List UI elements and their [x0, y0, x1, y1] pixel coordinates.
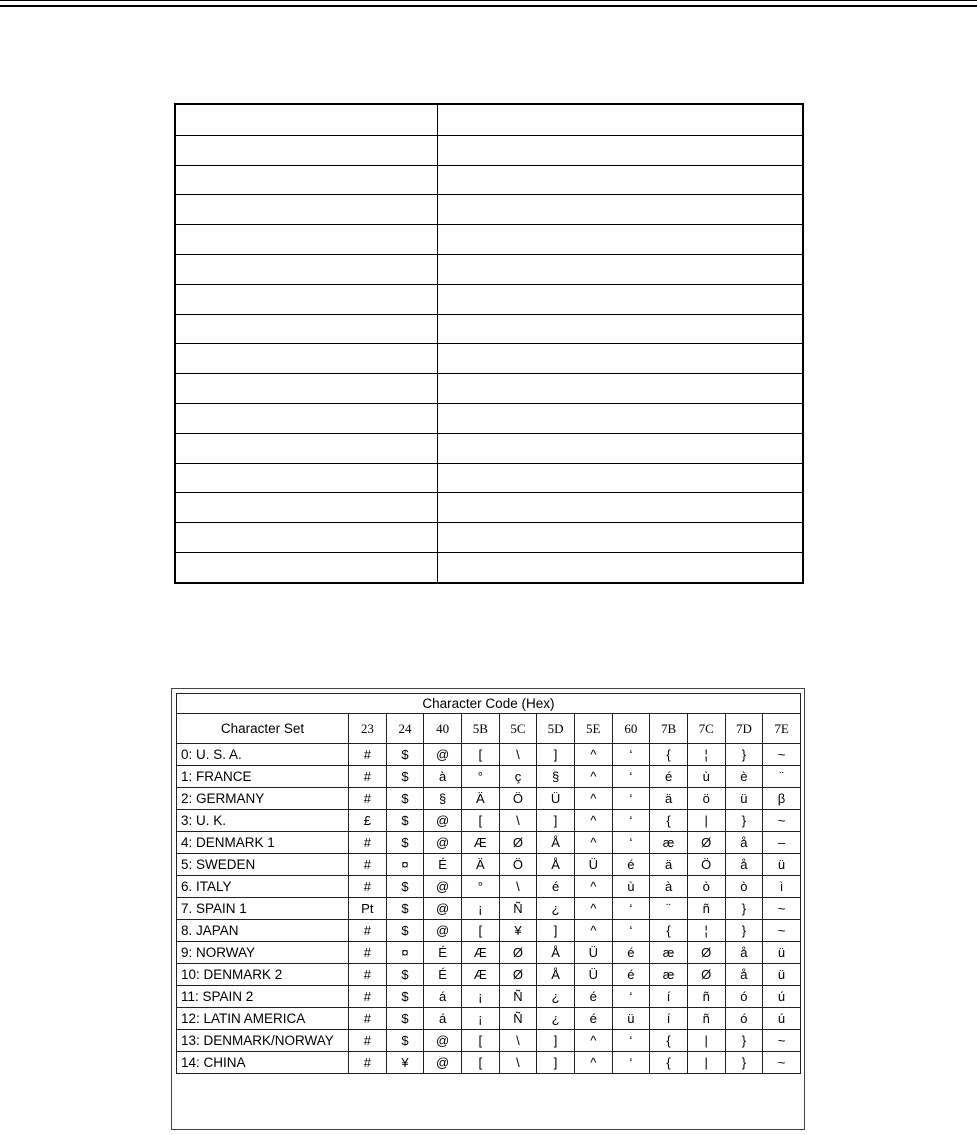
- character-cell: [: [461, 1030, 499, 1052]
- character-set-name: 8. JAPAN: [177, 920, 349, 942]
- character-cell: ‘: [612, 810, 650, 832]
- character-cell: ¥: [499, 920, 537, 942]
- blank-table-row-line: [176, 433, 802, 434]
- character-cell: ~: [763, 810, 801, 832]
- character-cell: í: [650, 986, 688, 1008]
- character-cell: #: [349, 1008, 387, 1030]
- character-cell: ç: [499, 766, 537, 788]
- character-cell: #: [349, 766, 387, 788]
- character-set-name: 12: LATIN AMERICA: [177, 1008, 349, 1030]
- character-cell: ä: [650, 788, 688, 810]
- character-set-name: 7. SPAIN 1: [177, 898, 349, 920]
- character-cell: }: [725, 810, 763, 832]
- character-cell: @: [424, 920, 462, 942]
- character-cell: Æ: [461, 832, 499, 854]
- hex-code-header: 7E: [763, 714, 801, 744]
- character-cell: ‘: [612, 744, 650, 766]
- hex-code-header: 60: [612, 714, 650, 744]
- character-cell: β: [763, 788, 801, 810]
- character-cell: ]: [537, 920, 575, 942]
- table-row: [177, 788, 801, 810]
- character-cell: Ø: [499, 964, 537, 986]
- character-cell: ^: [574, 744, 612, 766]
- table-row: [177, 766, 801, 788]
- character-cell: $: [386, 744, 424, 766]
- character-cell: #: [349, 854, 387, 876]
- character-cell: ]: [537, 810, 575, 832]
- character-set-name: 2: GERMANY: [177, 788, 349, 810]
- character-cell: ì: [763, 876, 801, 898]
- header-rule-left: [0, 0, 130, 1]
- table-row: [177, 964, 801, 986]
- character-cell: é: [612, 942, 650, 964]
- character-cell: ‘: [612, 920, 650, 942]
- table-row: [177, 986, 801, 1008]
- character-cell: Ñ: [499, 1008, 537, 1030]
- character-cell: ‘: [612, 898, 650, 920]
- character-cell: É: [424, 964, 462, 986]
- hex-code-header: 5B: [461, 714, 499, 744]
- character-cell: £: [349, 810, 387, 832]
- hex-code-header: 7D: [725, 714, 763, 744]
- character-cell: {: [650, 744, 688, 766]
- character-cell: ù: [612, 876, 650, 898]
- character-cell: Ö: [499, 788, 537, 810]
- table-title-row: [177, 694, 801, 714]
- character-cell: ü: [763, 942, 801, 964]
- character-cell: ¡: [461, 986, 499, 1008]
- character-cell: ä: [650, 854, 688, 876]
- character-cell: ‘: [612, 832, 650, 854]
- character-cell: Å: [537, 942, 575, 964]
- character-cell: §: [537, 766, 575, 788]
- character-cell: è: [725, 766, 763, 788]
- character-cell: ñ: [687, 898, 725, 920]
- character-cell: ò: [725, 876, 763, 898]
- character-cell: å: [725, 964, 763, 986]
- character-cell: #: [349, 920, 387, 942]
- character-cell: ¿: [537, 898, 575, 920]
- character-cell: å: [725, 832, 763, 854]
- character-cell: ¦: [687, 744, 725, 766]
- character-cell: Å: [537, 854, 575, 876]
- blank-table: [174, 103, 804, 584]
- character-cell: ‘: [612, 1030, 650, 1052]
- character-cell: \: [499, 810, 537, 832]
- character-cell: @: [424, 876, 462, 898]
- character-cell: $: [386, 920, 424, 942]
- blank-table-row-line: [176, 135, 802, 136]
- character-cell: É: [424, 854, 462, 876]
- character-cell: @: [424, 744, 462, 766]
- character-cell: §: [424, 788, 462, 810]
- character-cell: [: [461, 744, 499, 766]
- hex-code-header: 40: [424, 714, 462, 744]
- character-cell: |: [687, 810, 725, 832]
- character-cell: $: [386, 986, 424, 1008]
- table-row: [177, 1052, 801, 1074]
- character-cell: ü: [763, 964, 801, 986]
- hex-code-header: 7B: [650, 714, 688, 744]
- character-cell: $: [386, 788, 424, 810]
- character-cell: Ø: [687, 964, 725, 986]
- character-cell: $: [386, 876, 424, 898]
- character-cell: #: [349, 942, 387, 964]
- character-cell: Pt: [349, 898, 387, 920]
- character-cell: Ö: [687, 854, 725, 876]
- blank-table-row-line: [176, 492, 802, 493]
- character-set-name: 4: DENMARK 1: [177, 832, 349, 854]
- blank-table-row-line: [176, 165, 802, 166]
- header-rule-left-bar: [0, 5, 130, 7]
- character-cell: |: [687, 1030, 725, 1052]
- character-cell: }: [725, 1030, 763, 1052]
- character-cell: ~: [763, 1052, 801, 1074]
- character-cell: #: [349, 744, 387, 766]
- character-cell: Ü: [574, 942, 612, 964]
- table-row: [177, 810, 801, 832]
- character-cell: É: [424, 942, 462, 964]
- character-cell: ¡: [461, 898, 499, 920]
- character-cell: °: [461, 766, 499, 788]
- character-cell: é: [650, 766, 688, 788]
- blank-table-row-line: [176, 284, 802, 285]
- table-row: [177, 876, 801, 898]
- character-cell: ~: [763, 744, 801, 766]
- character-cell: à: [424, 766, 462, 788]
- character-cell: {: [650, 1052, 688, 1074]
- character-cell: $: [386, 810, 424, 832]
- character-cell: {: [650, 920, 688, 942]
- hex-code-header: 23: [349, 714, 387, 744]
- character-cell: ¨: [763, 766, 801, 788]
- character-cell: ^: [574, 898, 612, 920]
- character-cell: #: [349, 1030, 387, 1052]
- table-row: [177, 832, 801, 854]
- blank-table-row-line: [176, 373, 802, 374]
- character-set-name: 0: U. S. A.: [177, 744, 349, 766]
- character-cell: \: [499, 876, 537, 898]
- hex-code-header: 5D: [537, 714, 575, 744]
- blank-table-row-line: [176, 343, 802, 344]
- character-cell: Å: [537, 964, 575, 986]
- character-cell: ¿: [537, 1008, 575, 1030]
- character-cell: ¨: [650, 898, 688, 920]
- character-cell: ‘: [612, 766, 650, 788]
- character-cell: ù: [687, 766, 725, 788]
- blank-table-row-line: [176, 552, 802, 553]
- character-cell: ò: [687, 876, 725, 898]
- character-cell: æ: [650, 942, 688, 964]
- character-cell: Ø: [687, 832, 725, 854]
- character-cell: [: [461, 1052, 499, 1074]
- character-cell: ü: [763, 854, 801, 876]
- character-cell: Ü: [537, 788, 575, 810]
- character-cell: ¥: [386, 1052, 424, 1074]
- character-cell: é: [537, 876, 575, 898]
- character-set-name: 5: SWEDEN: [177, 854, 349, 876]
- table-header-row: [177, 714, 801, 744]
- character-cell: }: [725, 1052, 763, 1074]
- character-cell: ¦: [687, 920, 725, 942]
- character-cell: }: [725, 898, 763, 920]
- character-cell: ó: [725, 986, 763, 1008]
- character-cell: #: [349, 876, 387, 898]
- character-set-name: 6. ITALY: [177, 876, 349, 898]
- blank-table-row-line: [176, 522, 802, 523]
- hex-code-header: 5C: [499, 714, 537, 744]
- character-cell: é: [612, 854, 650, 876]
- character-cell: Ø: [687, 942, 725, 964]
- character-cell: $: [386, 832, 424, 854]
- character-cell: æ: [650, 964, 688, 986]
- character-cell: ]: [537, 744, 575, 766]
- character-cell: $: [386, 964, 424, 986]
- character-cell: ú: [763, 986, 801, 1008]
- character-cell: ^: [574, 1052, 612, 1074]
- character-cell: Ü: [574, 964, 612, 986]
- character-cell: {: [650, 1030, 688, 1052]
- character-cell: ñ: [687, 986, 725, 1008]
- hex-code-header: 7C: [687, 714, 725, 744]
- character-set-name: 3: U. K.: [177, 810, 349, 832]
- character-cell: ‘: [612, 788, 650, 810]
- character-cell: @: [424, 832, 462, 854]
- character-cell: @: [424, 1030, 462, 1052]
- character-cell: #: [349, 832, 387, 854]
- table-row: [177, 942, 801, 964]
- character-cell: \: [499, 1052, 537, 1074]
- character-cell: #: [349, 986, 387, 1008]
- character-cell: æ: [650, 832, 688, 854]
- hex-code-header: 24: [386, 714, 424, 744]
- table-row: [177, 1008, 801, 1030]
- character-cell: \: [499, 1030, 537, 1052]
- character-cell: [: [461, 920, 499, 942]
- character-cell: à: [650, 876, 688, 898]
- character-cell: ]: [537, 1030, 575, 1052]
- character-set-name: 1: FRANCE: [177, 766, 349, 788]
- character-cell: é: [574, 986, 612, 1008]
- table-row: [177, 898, 801, 920]
- character-cell: ü: [612, 1008, 650, 1030]
- character-cell: ¡: [461, 1008, 499, 1030]
- table-row: [177, 920, 801, 942]
- table-row: [177, 854, 801, 876]
- character-cell: ^: [574, 788, 612, 810]
- blank-table-row-line: [176, 463, 802, 464]
- character-cell: {: [650, 810, 688, 832]
- character-cell: ~: [763, 898, 801, 920]
- character-cell: é: [612, 964, 650, 986]
- character-cell: ]: [537, 1052, 575, 1074]
- character-cell: ^: [574, 832, 612, 854]
- character-cell: $: [386, 1030, 424, 1052]
- character-cell: á: [424, 1008, 462, 1030]
- character-cell: Ñ: [499, 986, 537, 1008]
- character-set-name: 10: DENMARK 2: [177, 964, 349, 986]
- character-set-name: 14: CHINA: [177, 1052, 349, 1074]
- character-cell: $: [386, 766, 424, 788]
- character-cell: Ø: [499, 832, 537, 854]
- blank-table-row-line: [176, 224, 802, 225]
- character-cell: í: [650, 1008, 688, 1030]
- table-row: [177, 744, 801, 766]
- character-cell: |: [687, 1052, 725, 1074]
- character-cell: ¿: [537, 986, 575, 1008]
- character-cell: ü: [725, 788, 763, 810]
- character-code-table-frame: [171, 688, 805, 1130]
- character-cell: ñ: [687, 1008, 725, 1030]
- character-cell: }: [725, 920, 763, 942]
- table-row: [177, 1030, 801, 1052]
- character-cell: Ø: [499, 942, 537, 964]
- character-cell: ¤: [386, 854, 424, 876]
- character-cell: Ä: [461, 788, 499, 810]
- character-cell: ‘: [612, 1052, 650, 1074]
- character-cell: å: [725, 854, 763, 876]
- character-cell: ^: [574, 1030, 612, 1052]
- character-cell: $: [386, 898, 424, 920]
- character-cell: @: [424, 898, 462, 920]
- table-title: Character Code (Hex): [177, 694, 801, 714]
- character-cell: Å: [537, 832, 575, 854]
- character-cell: ¤: [386, 942, 424, 964]
- character-cell: –: [763, 832, 801, 854]
- character-cell: ú: [763, 1008, 801, 1030]
- character-cell: #: [349, 788, 387, 810]
- character-cell: ~: [763, 1030, 801, 1052]
- blank-table-row-line: [176, 194, 802, 195]
- character-cell: #: [349, 964, 387, 986]
- character-set-header: Character Set: [177, 714, 349, 744]
- character-cell: @: [424, 810, 462, 832]
- character-cell: ^: [574, 920, 612, 942]
- character-cell: å: [725, 942, 763, 964]
- character-code-table: [176, 693, 801, 1074]
- character-cell: Ñ: [499, 898, 537, 920]
- character-cell: ö: [687, 788, 725, 810]
- character-cell: é: [574, 1008, 612, 1030]
- hex-code-header: 5E: [574, 714, 612, 744]
- character-cell: Ü: [574, 854, 612, 876]
- character-cell: á: [424, 986, 462, 1008]
- character-cell: ~: [763, 920, 801, 942]
- character-cell: }: [725, 744, 763, 766]
- header-rule-double: [125, 0, 977, 7]
- character-cell: ó: [725, 1008, 763, 1030]
- character-cell: #: [349, 1052, 387, 1074]
- blank-table-row-line: [176, 254, 802, 255]
- character-cell: ^: [574, 810, 612, 832]
- character-cell: ^: [574, 876, 612, 898]
- character-cell: °: [461, 876, 499, 898]
- character-cell: Ö: [499, 854, 537, 876]
- character-set-name: 9: NORWAY: [177, 942, 349, 964]
- blank-table-row-line: [176, 403, 802, 404]
- character-cell: $: [386, 1008, 424, 1030]
- blank-table-row-line: [176, 314, 802, 315]
- character-cell: ^: [574, 766, 612, 788]
- character-cell: ‘: [612, 986, 650, 1008]
- character-cell: Æ: [461, 964, 499, 986]
- character-cell: Æ: [461, 942, 499, 964]
- character-set-name: 11: SPAIN 2: [177, 986, 349, 1008]
- character-cell: @: [424, 1052, 462, 1074]
- character-cell: Ä: [461, 854, 499, 876]
- character-cell: \: [499, 744, 537, 766]
- character-set-name: 13: DENMARK/NORWAY: [177, 1030, 349, 1052]
- character-cell: [: [461, 810, 499, 832]
